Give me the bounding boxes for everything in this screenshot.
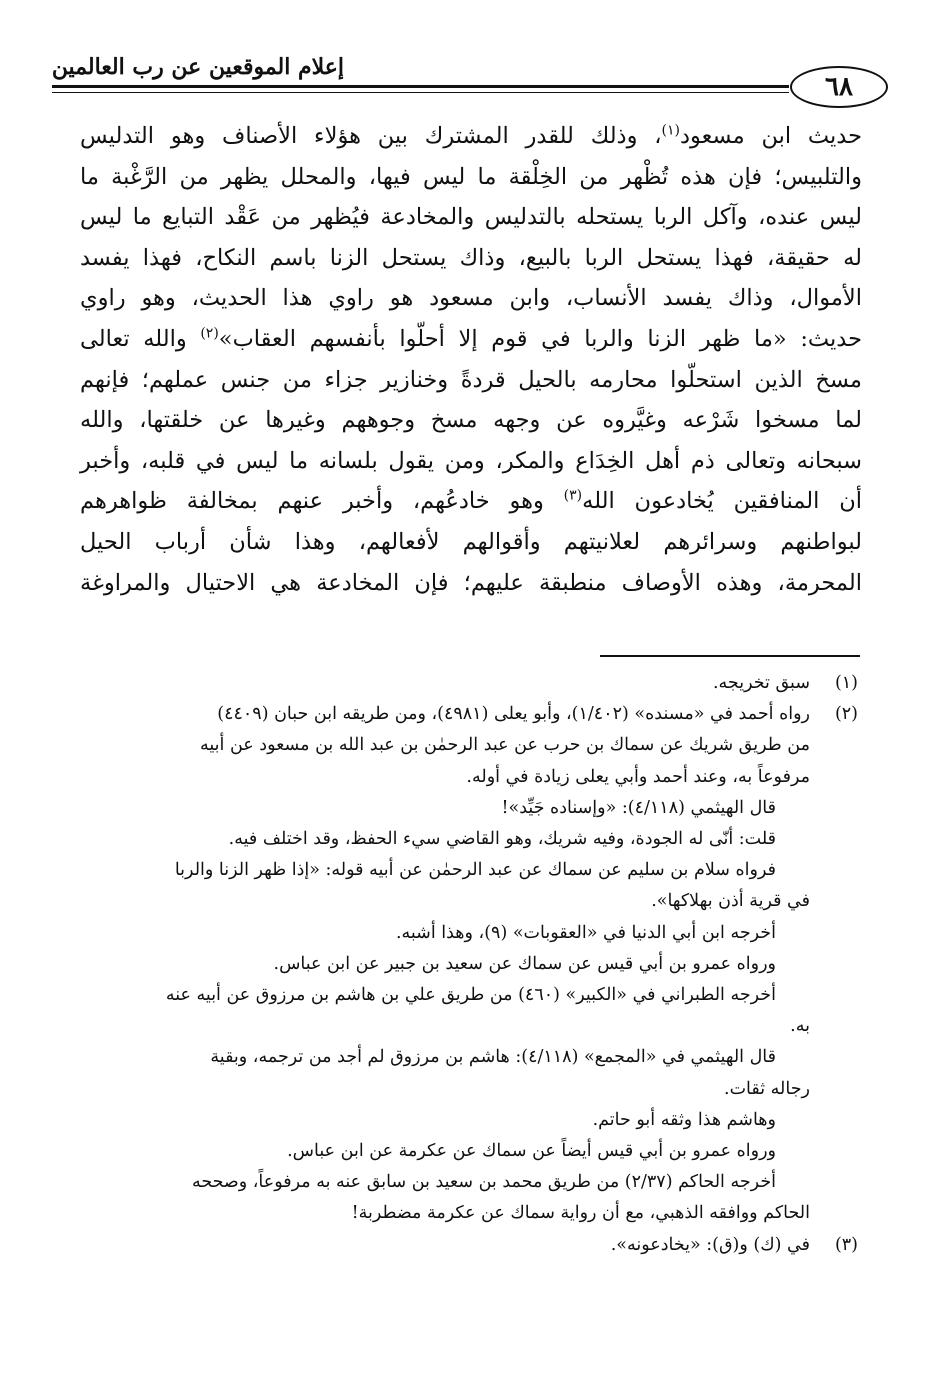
page-number: ٦٨: [790, 66, 888, 108]
text-line: والتلبيس؛ فإن هذه تُظْهر من الخِلْقة ما ليس فيها، والمحلل يظهر من الرَّغْبة ما: [80, 163, 862, 190]
text-segment: وهو خادعُهم، وأخبر عنهم بمخالفة ظواهرهم: [80, 488, 564, 515]
footnote-2: [78, 699, 858, 1229]
text-line: [80, 319, 862, 360]
footnote-ref: (١): [661, 122, 680, 139]
footnote-1: [78, 668, 858, 699]
text-line: سبحانه وتعالى ذم أهل الخِدَاع والمكر، ومن يقول بلسانه ما ليس في قلبه، وأخبر: [80, 447, 862, 474]
footnote-line: ورواه عمرو بن أبي قيس عن سماك عن سعيد بن جبير عن ابن عباس.: [273, 953, 776, 974]
main-text: [80, 116, 862, 603]
text-line: ليس عنده، وآكل الربا يستحله بالتدليس والمخادعة فيُظهر من عَقْد التبايع ما ليس: [80, 204, 862, 231]
footnote-line: وهاشم هذا وثقه أبو حاتم.: [592, 1109, 776, 1130]
footnote-line: رواه أحمد في «مسنده» (١/٤٠٢)، وأبو يعلى (٤٩٨١)، ومن طريقه ابن حبان (٤٤٠٩): [217, 704, 810, 725]
text-line: [80, 481, 862, 522]
footnote-line: قال الهيثمي (٤/١١٨): «وإسناده جَيِّد»!: [501, 797, 776, 818]
footnote-line: به.: [790, 1016, 810, 1037]
footnote-text: سبق تخريجه.: [712, 673, 810, 693]
text-line: لبواطنهم وسرائرهم لعلانيتهم وأقوالهم لأفعالهم، وهذا شأن أرباب الحيل: [80, 528, 862, 555]
text-line: مسخ الذين استحلّوا محارمه بالحيل قردةً وخنازير جزاء من جنس عملهم؛ فإنهم: [80, 366, 862, 393]
header-rule: [52, 85, 789, 88]
text-line: [80, 116, 862, 157]
footnote-number: (١): [834, 673, 858, 693]
page-header: [51, 38, 884, 102]
footnote-line: رجاله ثقات.: [724, 1078, 810, 1099]
text-segment: حديث ابن مسعود: [680, 123, 862, 149]
footnote-line: مرفوعاً به، وعند أحمد وأبي يعلى زيادة في أوله.: [466, 766, 810, 787]
text-segment: والله تعالى: [80, 325, 201, 352]
footnote-line: قال الهيثمي في «المجمع» (٤/١١٨): هاشم بن مرزوق لم أجد من ترجمه، وبقية: [210, 1047, 776, 1068]
text-line: له حقيقة، فهذا يستحل الربا بالبيع، وذاك يستحل الزنا باسم النكاح، فهذا يفسد: [80, 244, 862, 271]
footnote-line: فرواه سلام بن سليم عن سماك عن عبد الرحمٰن عن أبيه قوله: «إذا ظهر الزنا والربا: [174, 860, 776, 881]
footnote-line: قلت: أنّى له الجودة، وفيه شريك، وهو القاضي سيء الحفظ، وقد اختلف فيه.: [228, 829, 776, 850]
text-segment: أن المنافقين يُخادعون الله: [582, 488, 862, 515]
footnote-number: (٢): [834, 704, 858, 725]
footnote-number: (٣): [834, 1234, 858, 1255]
footnote-3: [78, 1230, 858, 1261]
footnote-line: ورواه عمرو بن أبي قيس أيضاً عن سماك عن عكرمة عن ابن عباس.: [287, 1141, 776, 1162]
header-rule-thin: [52, 92, 789, 93]
book-title: إعلام الموقعين عن رب العالمين: [51, 54, 344, 80]
footnote-line: في قرية أذن بهلاكها».: [651, 891, 810, 912]
footnote-line: الحاكم ووافقه الذهبي، مع أن رواية سماك عن عكرمة مضطربة!: [351, 1203, 810, 1224]
text-line: المحرمة، وهذه الأوصاف منطبقة عليهم؛ فإن المخادعة هي الاحتيال والمراوغة: [80, 569, 862, 596]
footnote-line: أخرجه الطبراني في «الكبير» (٤٦٠) من طريق علي بن هاشم بن مرزوق عن أبيه عنه: [165, 985, 776, 1006]
text-line: الأموال، وذاك يفسد الأنساب، وابن مسعود هو راوي هذا الحديث، وهو راوي: [80, 285, 862, 312]
footnote-text: في (ك) و(ق): «يخادعونه».: [610, 1234, 810, 1255]
footnotes: [78, 668, 858, 1261]
footnote-line: أخرجه الحاكم (٢/٣٧) من طريق محمد بن سعيد بن سابق عنه به مرفوعاً، وصححه: [191, 1172, 776, 1193]
text-segment: حديث: «ما ظهر الزنا والربا في قوم إلا أحلّوا بأنفسهم العقاب»: [218, 325, 862, 352]
footnote-line: أخرجه ابن أبي الدنيا في «العقوبات» (٩)، وهذا أشبه.: [395, 922, 776, 943]
footnote-ref: (٢): [200, 325, 219, 342]
text-segment: ، وذلك للقدر المشترك بين هؤلاء الأصناف وهو التدليس: [80, 123, 662, 149]
text-line: لما مسخوا شَرْعه وغيَّروه عن وجهه مسخ وجوههم وغيرها عن خلقتها، والله: [80, 407, 862, 434]
footnote-ref: (٣): [563, 487, 583, 504]
footnote-line: من طريق شريك عن سماك بن حرب عن عبد الرحمٰن بن عبد الله بن مسعود عن أبيه: [200, 735, 810, 756]
footnote-separator: [600, 655, 860, 657]
